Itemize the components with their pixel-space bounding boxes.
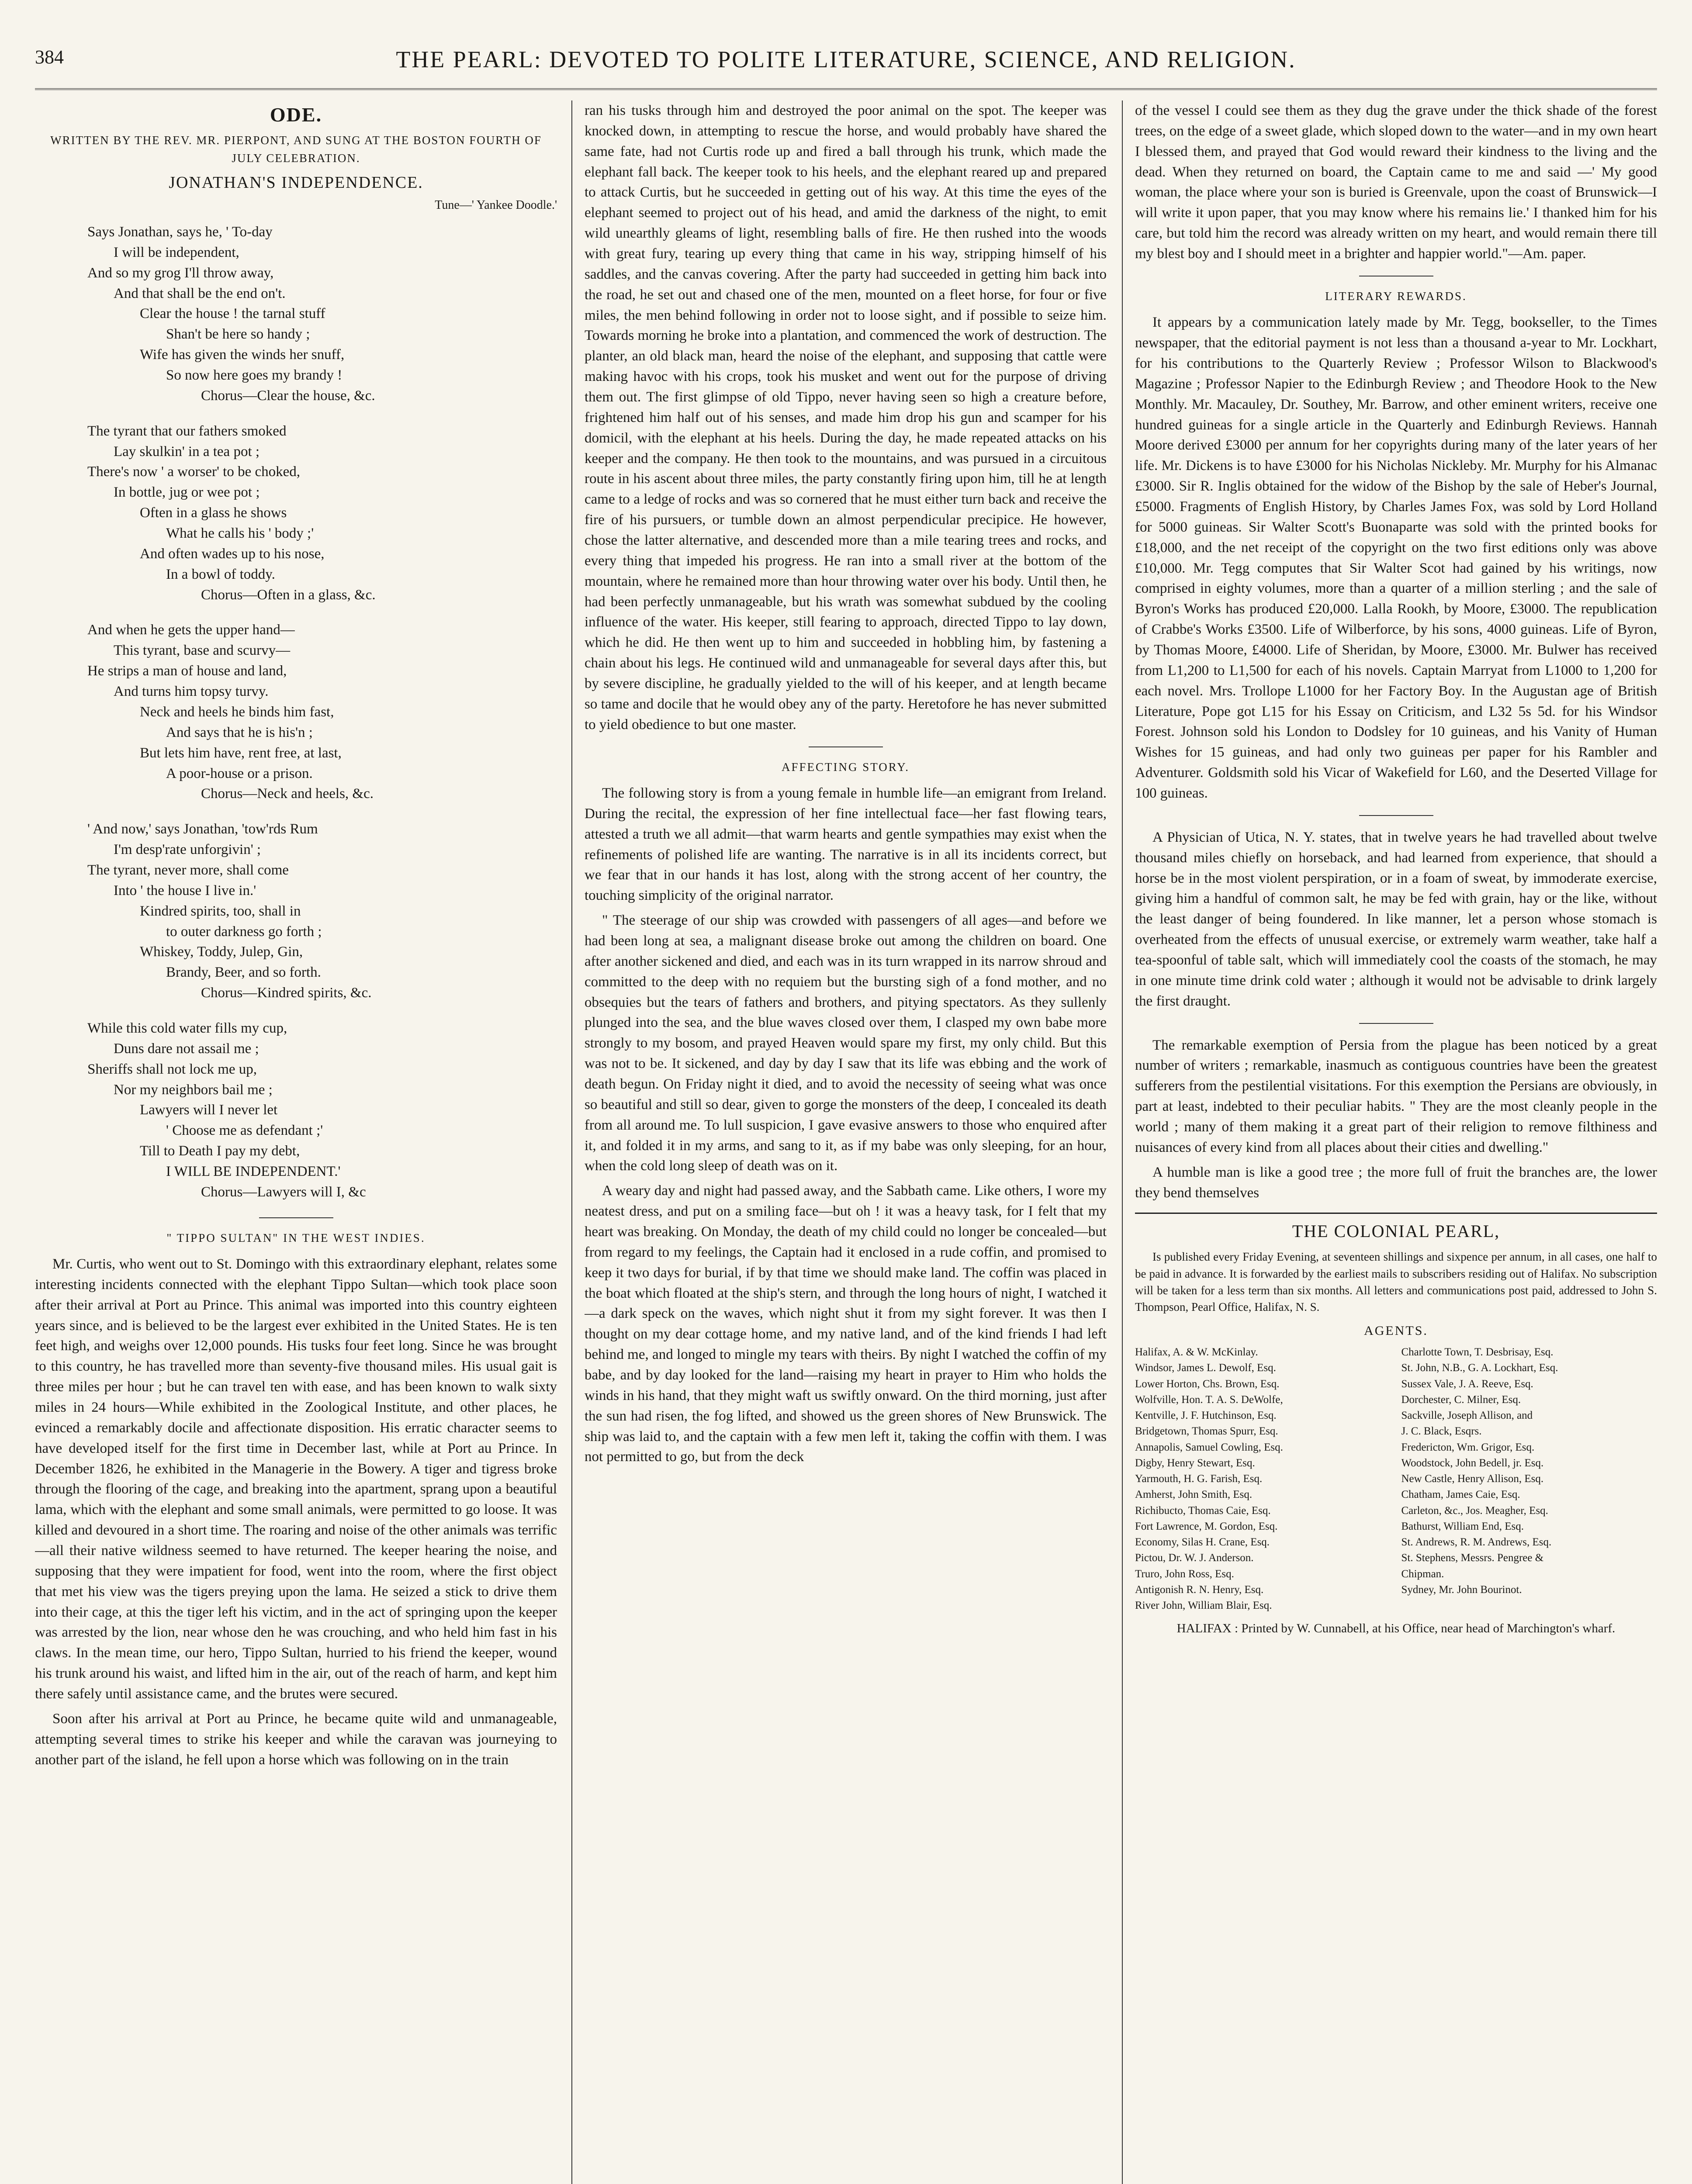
agent-entry: Windsor, James L. Dewolf, Esq. [1135,1362,1276,1374]
poem-line: I will be independent, [114,244,239,260]
poem-line: The tyrant, never more, shall come [87,862,289,878]
persia-paragraph: The remarkable exemption of Persia from the plague has been noticed by a great number of writers ; remarkable, inasmuch as contiguous countries have been the greatest sufferers from the pestilential visitations. For this exemption the Persians are obviously, in part at least, indebted to their peculiar habits. " They are the most cleanly people in the world ; many of them making it a great part of their religion to remove filthiness and nuisances of every kind from all places about their cities and dwelling." [1135,1037,1657,1155]
poem-line: Brandy, Beer, and so forth. [166,964,321,981]
affecting-paragraph: A weary day and night had passed away, and the Sabbath came. Like others, I wore my neatest dress, and put on a smiling face—but oh ! it was a heavy task, for I felt that my heart was breaking. On Monday, the death of my child could no longer be concealed—but from regard to my feelings, the Captain had it enclosed in a rude coffin, and promised to keep it two days for burial, if by that time we should make land. The coffin was placed in the boat which floated at the ship's stern, and through the long hours of night, I watched it—a dark speck on the waves, which night shut it from my sight forever. It was then I thought on my dear cottage home, and my native land, and of the kind friends I had left behind me, and longed to mingle my tears with theirs. By night I watched the coffin of my babe, and by day looked for the land—raising my heart in prayer to Him who holds the winds in his hand, that they might waft us swiftly onward. On the third morning, just after the sun had risen, the fog lifted, and showed us the green shores of New Brunswick. The ship was laid to, and the captain with a few men left it, taking the coffin with them. I was not permitted to go, but from the deck [585,1183,1107,1465]
masthead [35,39,1657,92]
poem-stanza [35,421,557,605]
tippo-continued: ran his tusks through him and destroyed the poor animal on the spot. The keeper was knocked down, in attempting to rescue the horse, and would probably have shared the same fate, had not Curtis rode up and fired a ball through his trunk, which made the elephant fall back. The keeper took to his heels, and the elephant reared up and prepared to attack Curtis, but he succeeded in getting out of his way. At this time the eyes of the elephant seemed to project out of his head, and amid the darkness of the night, to emit wild unearthly gleams of light, resembling balls of fire. He then rushed into the woods with great fury, tearing up every thing that came in his way, stripping himself of his saddles, and the canvas covering. After the party had succeeded in getting him back into the road, he set out and chased one of the men, mounted on a fleet horse, for four or five miles, the men behind following in order not to loose sight, and if possible to seize him. Towards morning he broke into a plantation, and commenced the work of destruction. The planter, an old black man, heard the noise of the elephant, and supposing that cattle were making havoc with his crops, took his musket and went out for the purpose of driving them out. The first glimpse of old Tippo, never having seen so high a creature before, frightened him half out of his senses, and made him drop his gun and scamper for his domicil, with the elephant at his heels. During the day, he made repeated attacks on his keeper and the company. He then took to the mountains, and was pursued in a circuitous route in his ascent about three miles, the party constantly firing upon him, till he at length came to a ledge of rocks and was so cornered that he must either turn back and receive the fire of his pursuers, or tumble down an almost perpendicular precipice. He however, chose the latter alternative, and descended more than a mile tearing trees and rocks, and every thing that impeded his progress. He ran into a small river at the bottom of the mountain, where he remained more than hour throwing water over his body. Until then, he had been perfectly unmanageable, but his wrath was somewhat subdued by the cooling influence of the water. His keeper, still fearing to approach, directed Tippo to lay down, which he did. He then went up to him and succeeded in hobbling him, by fastening a chain about his legs. He continued wild and unmanageable for several days after this, but by severe discipline, he gradually yielded to the will of his keeper, and at length became so tame and docile that he would obey any of the party. Heretofore he has never submitted to yield obedience to but one master. [585,103,1107,733]
poem-line: So now here goes my brandy ! [166,367,343,384]
agents-heading: AGENTS. [1364,1323,1428,1338]
poem-line: While this cold water fills my cup, [87,1020,287,1036]
poem-line: There's now ' a worser' to be choked, [87,464,301,480]
running-title: THE PEARL: DEVOTED TO POLITE LITERATURE, SCIENCE, AND RELIGION. [396,46,1296,73]
literary-rewards-heading: LITERARY REWARDS. [1325,289,1467,303]
agent-entry: Economy, Silas H. Crane, Esq. [1135,1536,1270,1548]
agent-entry: Yarmouth, H. G. Farish, Esq. [1135,1473,1263,1485]
poem-line: But lets him have, rent free, at last, [140,745,342,761]
poem-chorus-line: Chorus—Clear the house, &c. [201,387,375,404]
section-separator [259,1217,333,1218]
affecting-paragraph: The following story is from a young female in humble life—an emigrant from Ireland. During the recital, the expression of her fine intellectual face—her fast flowing tears, attested a truth we all admit—that warm hearts and gentle sympathies may exist when the refinements of polished life are wanting. The narrative is in all its incidents correct, but we fear that in our hands it has lost, along with the strong accent of her country, the touching simplicity of the original narrator. [585,785,1107,904]
affecting-story-heading: AFFECTING STORY. [781,760,910,774]
literary-paragraph: It appears by a communication lately made by Mr. Tegg, bookseller, to the Times newspaper, that the editorial payment is not less than a thousand a-year to Mr. Lockhart, for his contributions to the Quarterly Review ; Professor Wilson to Blackwood's Magazine ; Professor Napier to the Edinburgh Review ; and Theodore Hook to the New Monthly. Mr. Macauley, Dr. Southey, Mr. Barrow, and other eminent writers, receive one hundred guineas for a single article in the Quarterly and Edinburgh Reviews. Hannah Moore derived £3000 per annum for her copyrights during many of the later years of her life. Mr. Dickens is to have £3000 for his Nicholas Nickleby. Mr. Murphy for his Almanac £3000. Sir R. Inglis obtained for the widow of the Bishop by the sale of Heber's Journal, £5000. Fragments of English History, by Charles James Fox, was sold by Lord Holland for 5000 guineas. Sir Walter Scott's Buonaparte was sold with the printed books for £18,000, and the net receipt of the copyright on the two first editions only was above £10,000. Mr. Tegg computes that Sir Walter Scot had gained by his writings, now comprised in eighty volumes, more than a quarter of a million sterling ; and the sale of Byron's Works has produced £20,000. Lalla Rookh, by Moore, £3000. The republication of Crabbe's Works £3500. Life of Wilberforce, by his sons, 4000 guineas. Life of Byron, by Thomas Moore, £4000. Life of Sheridan, by Moore, £3000. Mr. Bulwer has received from L1,200 to L1,500 for each of his novels. Captain Marryat from L1000 to 1,200 for each novel. Mrs. Trollope L1000 for her Factory Boy. In the Augustan age of British Literature, Pope got L15 for his Essay on Criticism, and L32 5s 5d. for his Windsor Forest. Johnson sold his London to Dodsley for 10 guineas, and his Vanity of Human Wishes for 15 guineas, and had only two guineas per paper for his Rambler and Adventurer. Goldsmith sold his Vicar of Wakefield for L60, and the Deserted Village for 100 guineas. [1135,314,1657,801]
column-1 [35,100,557,2184]
tippo-paragraph: Soon after his arrival at Port au Prince, he became quite wild and unmanageable, attempting several times to strike his keeper and while the caravan was journeying to another part of the island, he fell upon a horse which was following on in the train [35,1711,557,1768]
poem-line: Into ' the house I live in.' [114,882,256,898]
agent-entry: Chatham, James Caie, Esq. [1401,1489,1520,1501]
poem-line: Duns dare not assail me ; [114,1040,259,1057]
poem-chorus-line: Chorus—Lawyers will I, &c [201,1184,366,1200]
ode-title: ODE. [270,104,322,126]
agent-entry: Sackville, Joseph Allison, and [1401,1410,1533,1422]
poem-chorus-line: Chorus—Kindred spirits, &c. [201,985,372,1001]
poem-line: He strips a man of house and land, [87,663,287,679]
agent-entry: New Castle, Henry Allison, Esq. [1401,1473,1544,1485]
poem-line: A poor-house or a prison. [166,765,313,781]
column-divider [1122,100,1123,2184]
poem-title: JONATHAN'S INDEPENDENCE. [169,173,423,192]
agent-entry: Pictou, Dr. W. J. Anderson. [1135,1552,1254,1564]
agent-entry: Dorchester, C. Milner, Esq. [1401,1393,1521,1406]
column-divider [571,100,572,2184]
section-separator [809,746,883,747]
poem-line: And that shall be the end on't. [114,285,286,301]
newspaper-page [35,39,1657,2184]
agent-entry: Bathurst, William End, Esq. [1401,1520,1524,1532]
poem-chorus-line: Chorus—Often in a glass, &c. [201,587,376,603]
agent-entry: River John, William Blair, Esq. [1135,1600,1272,1612]
affecting-continued: of the vessel I could see them as they dug the grave under the thick shade of the forest trees, on the edge of a sweet glade, which sloped down to the water—and in my own heart I blessed them, and prayed that God would reward their kindness to the living and the dead. When they returned on board, the Captain came to me and said —' My good woman, the place where your son is buried is Greenvale, upon the coast of Brunswick—I will write it upon paper, that you may know where his remains lie.' I thanked him for his care, but told him the record was already written on my heart, and would remain there till my blest boy and I should meet in a brighter and happier world."—Am. paper. [1135,103,1657,262]
tippo-paragraph: Mr. Curtis, who went out to St. Domingo with this extraordinary elephant, relates some interesting incidents connected with the elephant Tippo Sultan—which took place soon after their arrival at Port au Prince. This animal was imported into this country eighteen years since, and is believed to be the largest ever exhibited in the United States. He is ten feet high, and weighs over 12,000 pounds. His tusks four feet long. Since he was brought to this country, he has travelled more than seventy-five thousand miles. His usual gait is three miles per hour ; but he can travel ten with ease, and has been known to walk sixty miles in 24 hours—While exhibited in the Zoological Institute, and other places, he evinced a remarkably docile and affectionate disposition. His erratic character seems to have developed itself for the first time in December last, while at Port au Prince. In December 1826, he exhibited in the Managerie in the Bowery. A tiger and tigress broke through the flooring of the cage, and breaking into the apartment, sprang upon a beautiful lama, which with the elephant and some small animals, were permitted to go loose. It was killed and devoured in a short time. The roaring and noise of the other animals was terrific—all their native wildness seemed to have returned. The keeper hearing the noise, and supposing that they were impatient for food, went into the room, where the first object that met his view was the tigers preying upon the lama. He seized a stick to drive them into their cage, at this the tiger left his victim, and in the act of springing upon the keeper was arrested by the lion, near whose den he was crouching, and who held him fast in his claws. In the mean time, our hero, Tippo Sultan, hurried to his friend the keeper, wound his trunk around his waist, and lifted him in the air, out of the reach of harm, and kept him there safely until assistance came, and the brutes were secured. [35,1256,557,1702]
section-separator [1359,815,1433,816]
agent-entry: Sydney, Mr. John Bourinot. [1401,1583,1522,1596]
poem-line: Neck and heels he binds him fast, [140,704,334,720]
agent-entry: Fredericton, Wm. Grigor, Esq. [1401,1441,1535,1453]
poem-line: Nor my neighbors bail me ; [114,1082,273,1098]
poem-line: And turns him topsy turvy. [114,684,269,700]
agents-left-column [1135,1344,1391,1614]
poem-stanza [35,222,557,406]
poem-line: Whiskey, Toddy, Julep, Gin, [140,944,303,960]
poem-line: And so my grog I'll throw away, [87,265,274,281]
poem-line: The tyrant that our fathers smoked [87,423,287,439]
tippo-heading: " TIPPO SULTAN" IN THE WEST INDIES. [166,1231,426,1244]
poem-line: Sheriffs shall not lock me up, [87,1061,257,1077]
agent-entry: St. Andrews, R. M. Andrews, Esq. [1401,1536,1552,1548]
agent-entry: Fort Lawrence, M. Gordon, Esq. [1135,1520,1278,1532]
header-rule [35,88,1657,90]
poem-stanza [35,620,557,804]
agent-entry: Kentville, J. F. Hutchinson, Esq. [1135,1410,1277,1422]
agent-entry: St. Stephens, Messrs. Pengree & [1401,1552,1544,1564]
agent-entry: Woodstock, John Bedell, jr. Esq. [1401,1457,1544,1469]
agent-entry: Sussex Vale, J. A. Reeve, Esq. [1401,1378,1533,1390]
agent-entry: Richibucto, Thomas Caie, Esq. [1135,1504,1271,1517]
poem-line: ' And now,' says Jonathan, 'tow'rds Rum [87,821,318,837]
poem-line: And when he gets the upper hand— [87,622,295,638]
colonial-pearl-title: THE COLONIAL PEARL, [1135,1213,1657,1244]
agent-entry: Halifax, A. & W. McKinlay. [1135,1346,1258,1358]
poem-line: And often wades up to his nose, [140,546,325,562]
poem [35,222,557,1203]
agent-entry: St. John, N.B., G. A. Lockhart, Esq. [1401,1362,1558,1374]
poem-line: to outer darkness go forth ; [166,923,322,940]
poem-line: I WILL BE INDEPENDENT.' [166,1163,341,1179]
section-separator [1359,1023,1433,1024]
poem-line: Kindred spirits, too, shall in [140,903,301,919]
poem-line: What he calls his ' body ;' [166,525,314,542]
poem-line: I'm desp'rate unforgivin' ; [114,842,261,858]
agent-entry: Lower Horton, Chs. Brown, Esq. [1135,1378,1280,1390]
agents-list [1135,1344,1657,1614]
page-number: 384 [35,46,64,68]
poem-stanza [35,819,557,1003]
poem-line: In a bowl of toddy. [166,566,275,582]
poem-line: Lay skulkin' in a tea pot ; [114,443,260,460]
poem-line: Till to Death I pay my debt, [140,1143,300,1159]
poem-line: Often in a glass he shows [140,505,287,521]
printer-imprint: HALIFAX : Printed by W. Cunnabell, at his Office, near head of Marchington's wharf. [1176,1621,1616,1636]
poem-stanza [35,1018,557,1203]
affecting-paragraph: " The steerage of our ship was crowded with passengers of all ages—and before we had been long at sea, a malignant disease broke out among the children on board. One after another sickened and died, and each was in its turn wrapped in its narrow shroud and committed to the deep with no requiem but the bursting sigh of a fond mother, and no obsequies but the tears of fathers and brothers, and pitying spectators. As they sullenly plunged into the sea, and the blue waves closed over them, I clasped my own babe more strongly to my bosom, and prayed Heaven would spare my first, my only child. But this was not to be. It sickened, and day by day I saw that its life was ebbing and the work of death begun. On Friday night it died, and to avoid the necessity of seeing what was once so beautiful and still so dear, given to gorge the monsters of the deep, I concealed its death from all around me. To lull suspicion, I gave evasive answers to those who enquired after it, and folded it in my arms, and sang to it, as if my babe was only sleeping, for an hour, when the cold long sleep of death was on it. [585,912,1107,1174]
agent-entry: Antigonish R. N. Henry, Esq. [1135,1583,1264,1596]
colonial-pearl-terms: Is published every Friday Evening, at seventeen shillings and sixpence per annum, in all cases, one half to be paid in advance. It is forwarded by the earliest mails to subscribers residing out of Halifax. No subscription will be taken for a less term than six months. All letters and communications post paid, addressed to John S. Thompson, Pearl Office, Halifax, N. S. [1135,1250,1657,1314]
agent-entry: Chipman. [1401,1568,1444,1580]
physician-paragraph: A Physician of Utica, N. Y. states, that in twelve years he had travelled about twelve thousand miles chiefly on horseback, and had learned from experience, that should a horse be in the most violent perspiration, or in a foam of sweat, by immoderate exercise, giving him a handful of common salt, he may be fed with grain, hay or the like, without the least danger of being foundered. In like manner, let a person whose stomach is overheated from the effects of unusual exercise, or extremely warm weather, take half a tea-spoonful of table salt, which will immediately cool the coasts of the stomach, he may in one minute time drink cold water ; although it would not be advisable to drink largely the first draught. [1135,829,1657,1009]
poem-line: Wife has given the winds her snuff, [140,347,345,363]
agent-entry: Annapolis, Samuel Cowling, Esq. [1135,1441,1283,1453]
poem-line: And says that he is his'n ; [166,724,313,740]
poem-line: Says Jonathan, says he, ' To-day [87,224,273,240]
poem-line: Lawyers will I never let [140,1102,278,1118]
agent-entry: Carleton, &c., Jos. Meagher, Esq. [1401,1504,1548,1517]
humble-man-paragraph: A humble man is like a good tree ; the more full of fruit the branches are, the lower they bend themselves [1135,1164,1657,1201]
poem-line: ' Choose me as defendant ;' [166,1123,323,1139]
agent-entry: J. C. Black, Esqrs. [1401,1425,1482,1438]
agent-entry: Amherst, John Smith, Esq. [1135,1489,1253,1501]
poem-line: In bottle, jug or wee pot ; [114,484,260,501]
poem-chorus-line: Chorus—Neck and heels, &c. [201,786,374,802]
agent-entry: Truro, John Ross, Esq. [1135,1568,1234,1580]
column-area [35,100,1657,2184]
agent-entry: Digby, Henry Stewart, Esq. [1135,1457,1255,1469]
column-3 [1135,100,1657,2184]
poem-line: Clear the house ! the tarnal stuff [140,306,325,322]
poem-tune: Tune—' Yankee Doodle.' [435,198,557,212]
agent-entry: Wolfville, Hon. T. A. S. DeWolfe, [1135,1393,1283,1406]
column-2 [585,100,1107,2184]
poem-line: Shan't be here so handy ; [166,326,310,342]
poem-line: This tyrant, base and scurvy— [114,643,291,659]
agents-right-column [1401,1344,1657,1614]
agent-entry: Charlotte Town, T. Desbrisay, Esq. [1401,1346,1554,1358]
agent-entry: Bridgetown, Thomas Spurr, Esq. [1135,1425,1278,1438]
ode-byline: WRITTEN BY THE REV. MR. PIERPONT, AND SUNG AT THE BOSTON FOURTH OF JULY CELEBRATION. [50,134,542,165]
